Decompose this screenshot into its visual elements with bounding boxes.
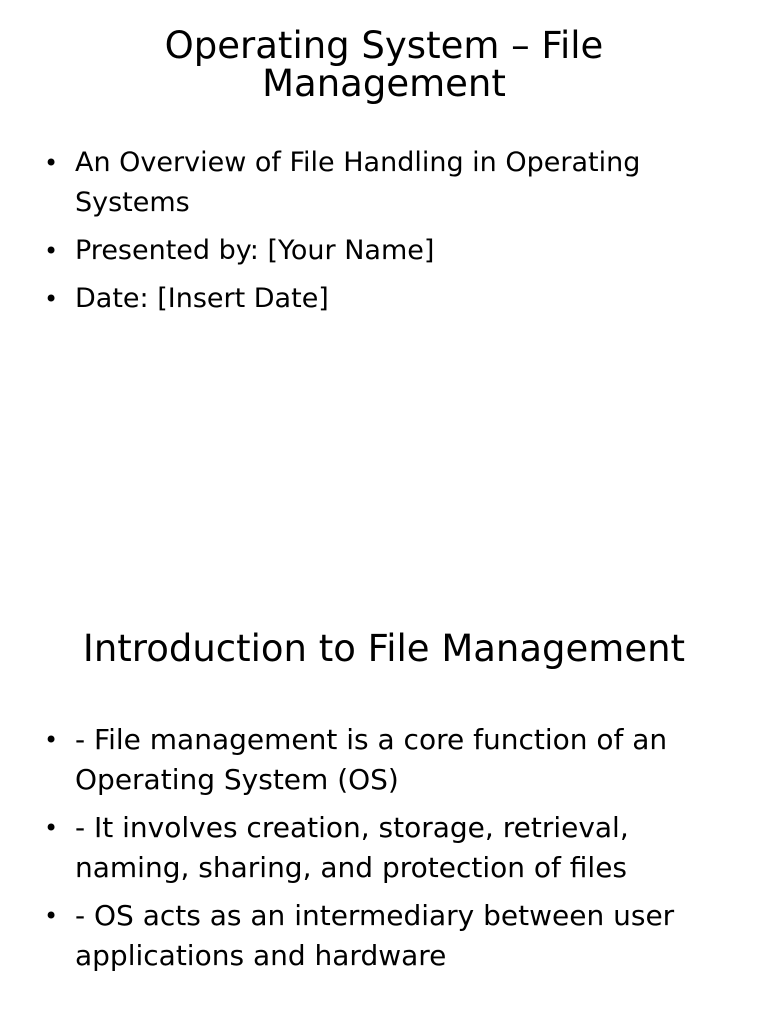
bullet-text: Presented by: [Your Name] — [75, 235, 435, 266]
bullet-item — [40, 143, 720, 223]
bullet-icon: • — [44, 814, 59, 842]
slide-title: Introduction to File Management — [82, 627, 686, 670]
bullet-list — [40, 720, 720, 984]
bullet-item — [40, 896, 720, 976]
slide-introduction — [0, 512, 768, 1024]
bullet-icon: • — [44, 902, 59, 930]
bullet-text: Date: [Insert Date] — [75, 283, 329, 314]
slide-title: Operating System – File Management — [164, 24, 604, 105]
bullet-text: - It involves creation, storage, retrieval, naming, sharing, and protection of files — [75, 811, 629, 884]
bullet-item — [40, 720, 720, 800]
bullet-list — [40, 143, 720, 327]
bullet-icon: • — [44, 285, 59, 313]
bullet-item — [40, 279, 720, 319]
bullet-text: - OS acts as an intermediary between user applications and hardware — [75, 899, 675, 972]
bullet-icon: • — [44, 726, 59, 754]
bullet-icon: • — [44, 149, 59, 177]
bullet-text: - File management is a core function of an Operating System (OS) — [75, 723, 668, 796]
bullet-icon: • — [44, 237, 59, 265]
bullet-item — [40, 808, 720, 888]
bullet-item — [40, 231, 720, 271]
bullet-text: An Overview of File Handling in Operating Systems — [75, 147, 641, 218]
